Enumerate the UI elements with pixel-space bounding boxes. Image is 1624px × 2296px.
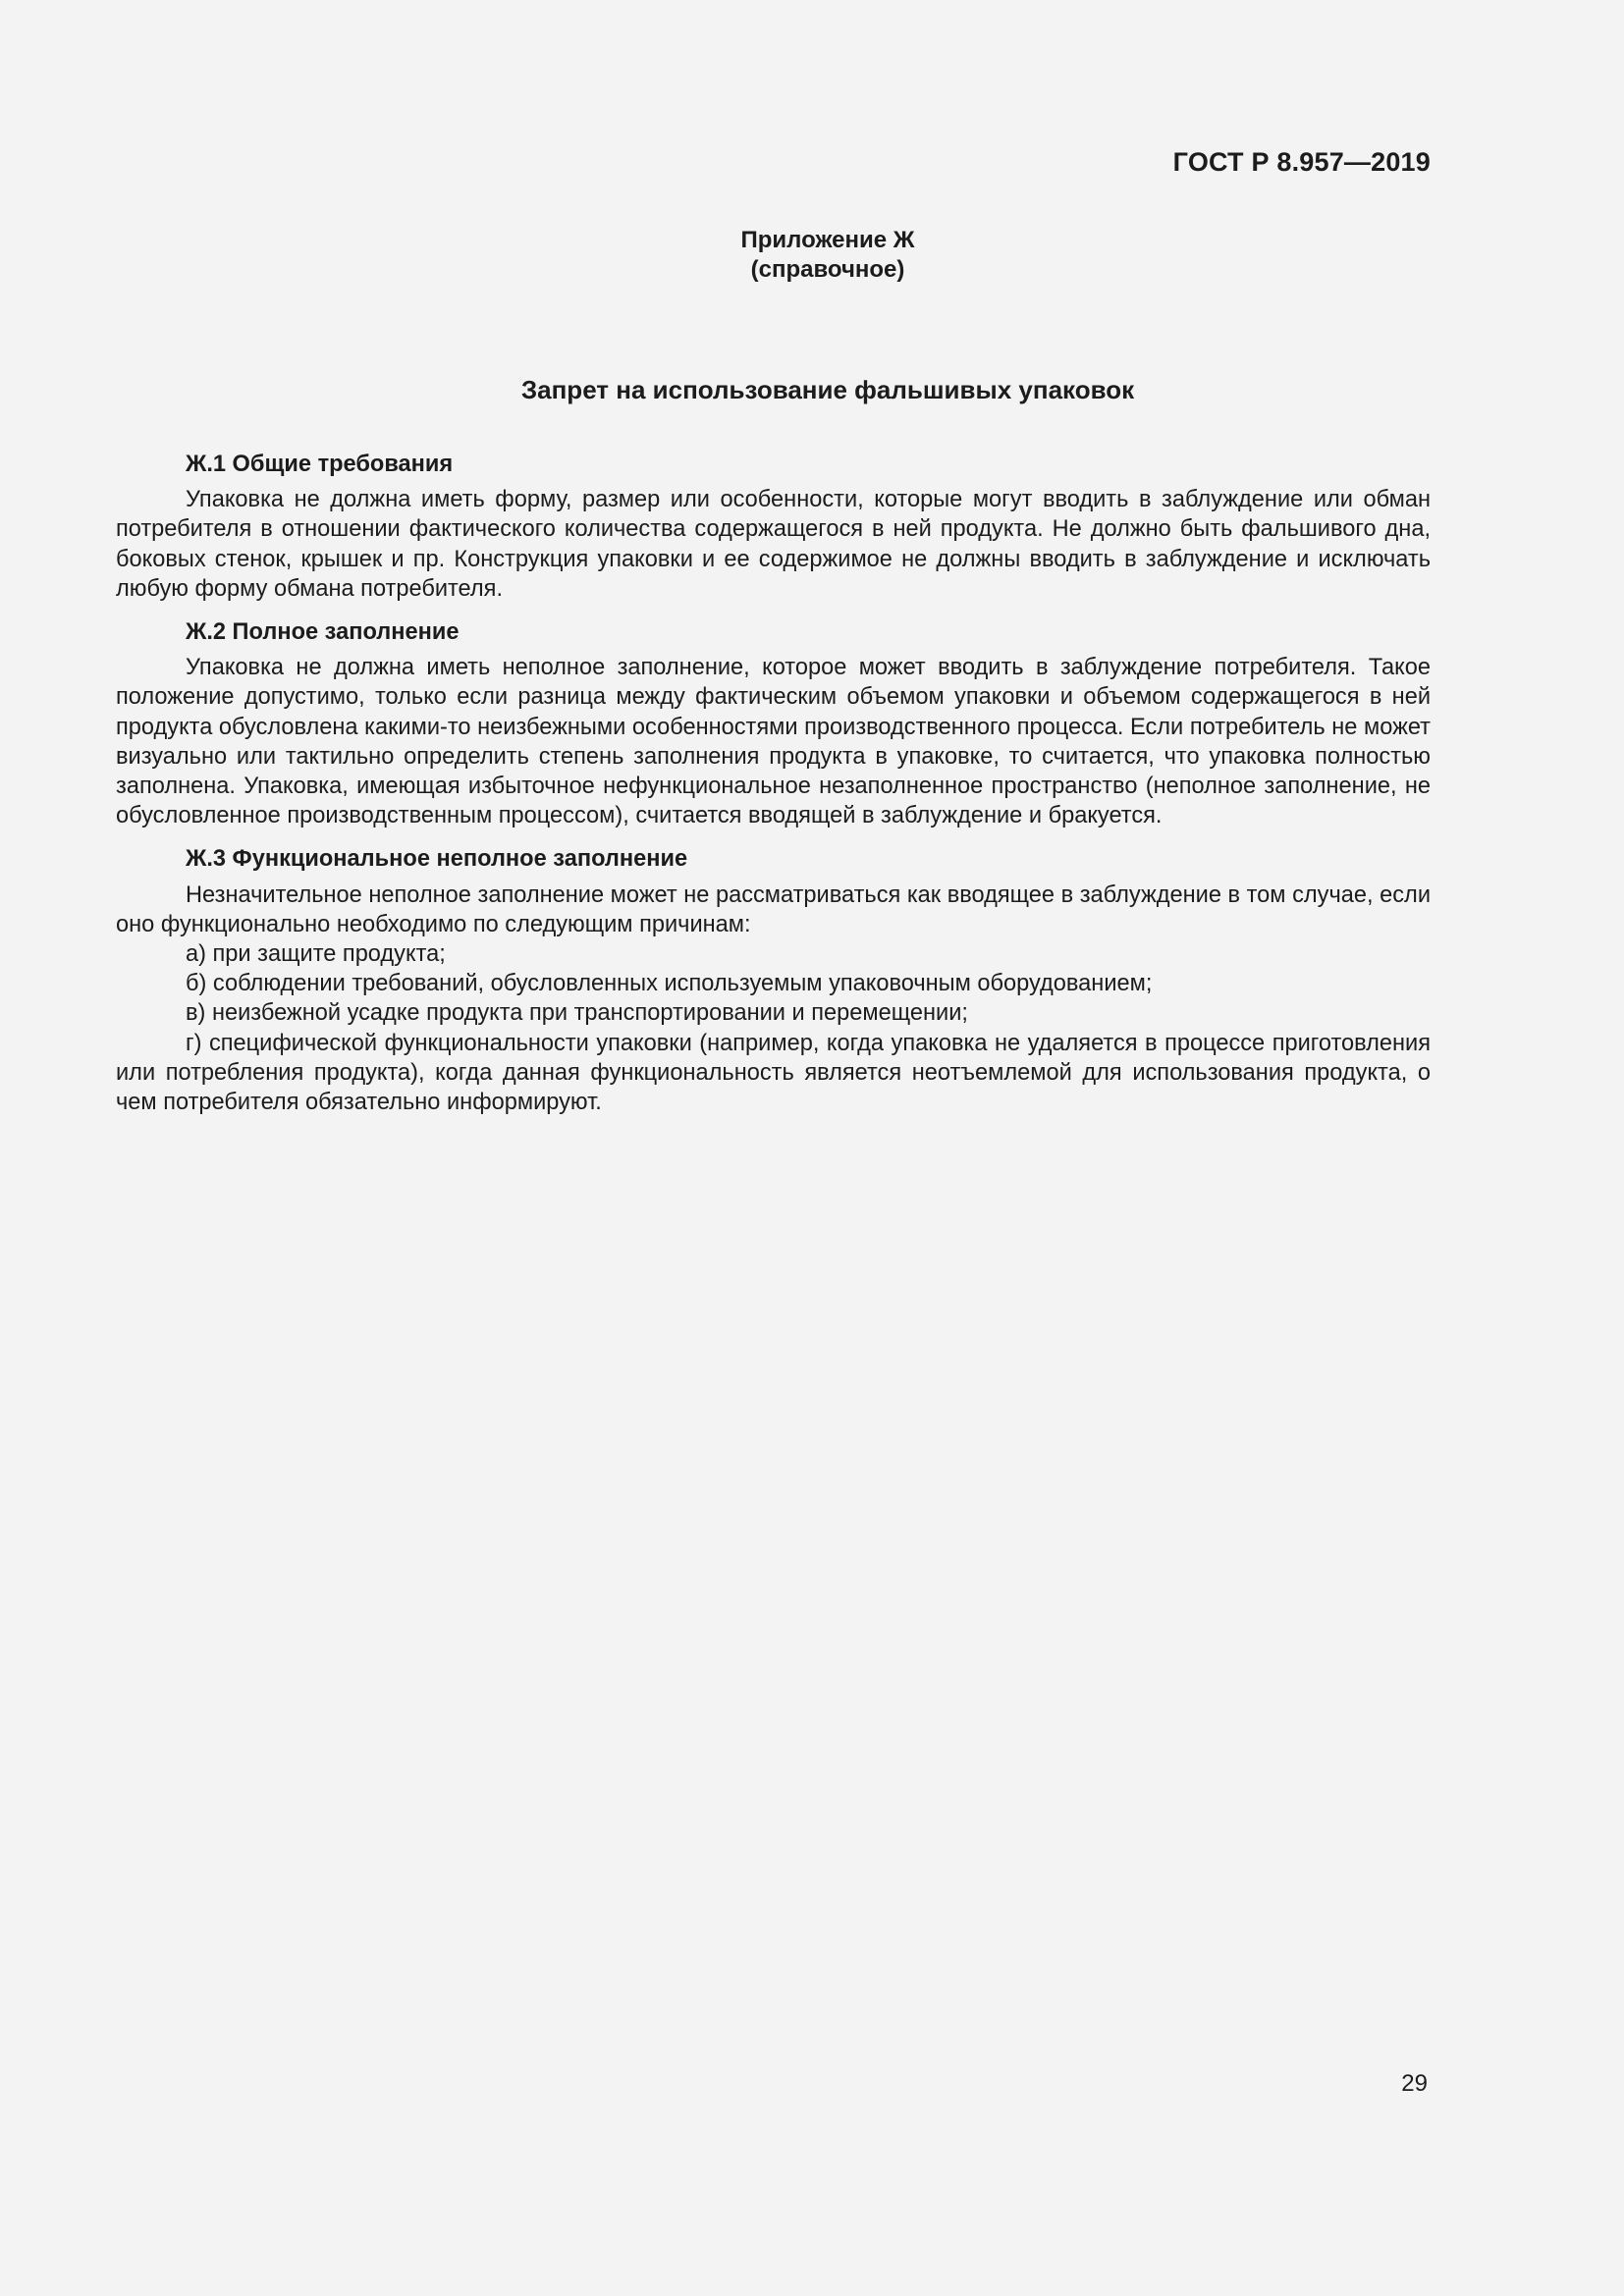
appendix-heading — [0, 226, 1624, 285]
section-heading: Ж.3 Функциональное неполное заполнение — [186, 846, 688, 873]
section-paragraph: Упаковка не должна иметь форму, размер или особенности, которые могут вводить в заблуждение или обман потребителя в отношении фактического количества содержащегося в ней продукта. Не должно быть фальшивого дна, боковых стенок, крышек и пр. Конструкция упаковки и ее содержимое не должны вводить в заблуждение и исключать любую форму обмана потребителя. — [116, 487, 1431, 602]
list-item: в) неизбежной усадке продукта при транспортировании и перемещении; — [186, 1000, 968, 1027]
section-heading: Ж.1 Общие требования — [186, 452, 454, 477]
section-functional-slack-fill — [116, 844, 1431, 1117]
list-item: г) специфической функциональности упаковки (например, когда упаковка не удаляется в процессе приготовления или потребления продукта), когда данная функциональность является неотъемлемой для использования продукта, о чем потребителя обязательно информируют. — [116, 1030, 1431, 1116]
document-code: ГОСТ Р 8.957—2019 — [1172, 147, 1431, 177]
list-item: б) соблюдении требований, обусловленных используемым упаковочным оборудованием; — [186, 971, 1153, 997]
list-item: а) при защите продукта; — [186, 941, 446, 968]
main-title: Запрет на использование фальшивых упаковок — [520, 375, 1135, 404]
section-paragraph: Упаковка не должна иметь неполное заполнение, которое может вводить в заблуждение потребителя. Такое положение допустимо, только если разница между фактическим объемом упаковки и объемом содержащегося в ней продукта обусловлена какими-то неизбежными особенностями производственного процесса. Если потребитель не может визуально или тактильно определить степень заполнения продукта в упаковке, то считается, что упаковка полностью заполнена. Упаковка, имеющая избыточное нефункциональное незаполненное пространство (неполное заполнение, не обусловленное производственным процессом), считается вводящей в заблуждение и бракуется. — [116, 655, 1431, 829]
document-body — [116, 450, 1431, 1131]
section-full-fill — [116, 617, 1431, 830]
page-number: 29 — [1401, 2070, 1428, 2097]
appendix-type: (справочное) — [750, 256, 905, 283]
section-paragraph: Незначительное неполное заполнение может не рассматриваться как вводящее в заблуждение в том случае, если оно функционально необходимо по следующим причинам: — [116, 881, 1431, 937]
section-general-requirements — [116, 450, 1431, 604]
appendix-title: Приложение Ж — [740, 227, 915, 253]
section-heading: Ж.2 Полное заполнение — [186, 619, 460, 646]
